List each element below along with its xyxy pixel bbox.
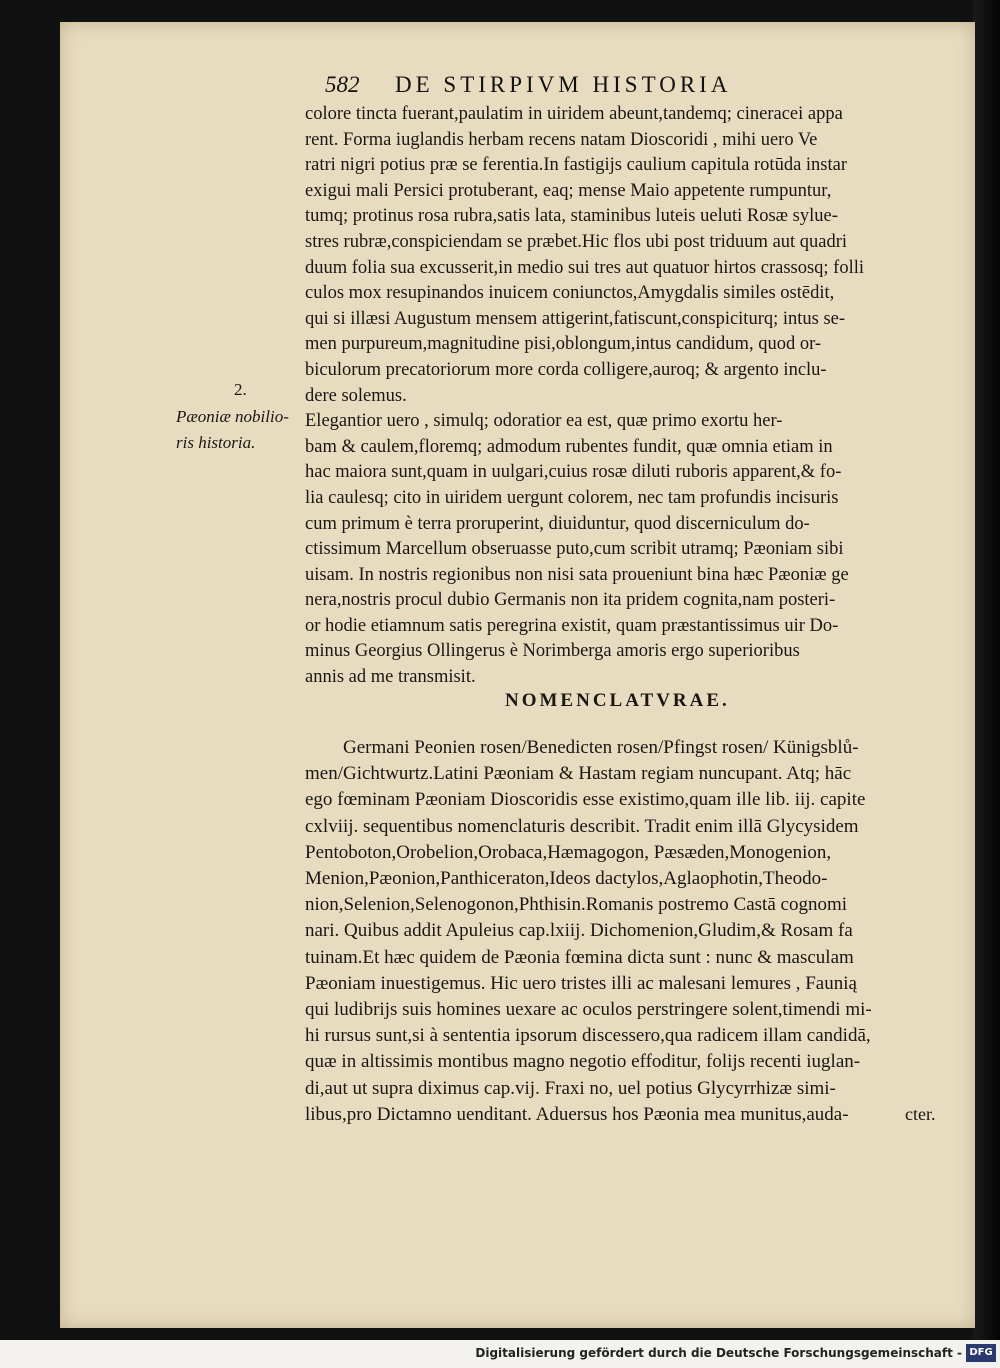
- margin-note: [176, 404, 306, 456]
- margin-section-number: 2.: [234, 380, 247, 399]
- catchword: cter.: [905, 1104, 936, 1124]
- text-line: nion,Selenion,Selenogonon,Phthisin.Romanis postremo Castā cognomi: [305, 894, 848, 916]
- text-line: rent. Forma iuglandis herbam recens natam Dioscoridi , mihi uero Ve: [305, 129, 818, 150]
- running-head: [325, 72, 865, 102]
- text-line: nari. Quibus addit Apuleius cap.lxiij. Dichomenion,Gludim,& Rosam fa: [305, 920, 853, 942]
- text-line: tuinam.Et hæc quidem de Pæonia fœmina dicta sunt : nunc & masculam: [305, 946, 854, 968]
- text-line: hac maiora sunt,quam in uulgari,cuius rosæ diluti ruboris apparent,& fo-: [305, 462, 842, 483]
- text-line: minus Georgius Ollingerus è Norimberga amoris ergo superioribus: [305, 641, 800, 662]
- nomenclature-text-block: [305, 735, 983, 1128]
- margin-note-line: Pæoniæ nobilio-: [176, 407, 289, 426]
- dfg-logo: DFG: [966, 1344, 996, 1362]
- main-text-block: [305, 102, 983, 691]
- text-line: Menion,Pæonion,Panthiceraton,Ideos dactylos,Aglaophotin,Theodo-: [305, 868, 828, 890]
- running-title: DE STIRPIVM HISTORIA: [395, 72, 732, 97]
- text-line: bam & caulem,floremq; admodum rubentes fundit, quæ omnia etiam in: [305, 436, 833, 457]
- text-line: ctissimum Marcellum obseruasse puto,cum scribit utramq; Pæoniam sibi: [305, 539, 844, 560]
- text-line: dere solemus.: [305, 385, 407, 406]
- text-line: men/Gichtwurtz.Latini Pæoniam & Hastam regiam nuncupant. Atq; hāc: [305, 763, 852, 785]
- text-line: cum primum è terra proruperint, diuiduntur, quod discerniculum do-: [305, 513, 810, 534]
- text-line: exigui mali Persici protuberant, eaq; mense Maio appetente rumpuntur,: [305, 180, 832, 201]
- text-line: Pæoniam inuestigemus. Hic uero tristes illi ac malesani lemures , Faunią: [305, 972, 857, 994]
- text-line: lia caulesq; cito in uiridem uergunt colorem, nec tam profundis incisuris: [305, 487, 839, 508]
- text-line: uisam. In nostris regionibus non nisi sata proueniunt bina hæc Pæoniæ ge: [305, 564, 849, 585]
- text-line: stres rubræ,conspiciendam se præbet.Hic flos ubi post triduum aut quadri: [305, 231, 848, 252]
- text-line: qui si illæsi Augustum mensem attigerint,fatiscunt,conspiciturq; intus se-: [305, 308, 846, 329]
- text-line: men purpureum,magnitudine pisi,oblongum,intus candidum, quod or-: [305, 334, 822, 355]
- text-line: libus,pro Dictamno uenditant. Aduersus hos Pæonia mea munitus,auda-: [305, 1103, 849, 1125]
- text-line: Pentoboton,Orobelion,Orobaca,Hæmagogon, Pæsæden,Monogenion,: [305, 841, 832, 863]
- text-line: ratri nigri potius præ se ferentia.In fastigijs caulium capitula rotūda instar: [305, 155, 848, 176]
- text-line: or hodie etiamnum satis peregrina existit, quam præstantissimus uir Do-: [305, 615, 839, 636]
- section-heading: NOMENCLATVRAE.: [505, 690, 730, 711]
- text-line: tumq; protinus rosa rubra,satis lata, staminibus luteis ueluti Rosæ sylue-: [305, 206, 838, 227]
- page-number: 582: [325, 72, 360, 97]
- text-line: di,aut ut supra diximus cap.vij. Fraxi no, uel potius Glycyrrhizæ simi-: [305, 1077, 836, 1099]
- text-line: annis ad me transmisit.: [305, 667, 476, 688]
- text-line: duum folia sua excusserit,in medio sui tres aut quatuor hirtos crassosq; folli: [305, 257, 865, 278]
- text-line: quæ in altissimis montibus magno negotio effoditur, folijs recenti iuglan-: [305, 1051, 861, 1073]
- text-line: biculorum precatoriorum more corda colligere,auroq; & argento inclu-: [305, 359, 827, 380]
- text-line: nera,nostris procul dubio Germanis non ita pridem cognita,nam posteri-: [305, 590, 836, 611]
- text-line: qui ludibrijs suis homines uexare ac oculos perstringere solent,timendi mi-: [305, 999, 872, 1021]
- text-line: ego fœminam Pæoniam Dioscoridis esse existimo,quam ille lib. iij. capite: [305, 789, 866, 811]
- text-line: Elegantior uero , simulq; odoratior ea est, quæ primo exortu her-: [305, 411, 783, 432]
- digitization-credit: Digitalisierung gefördert durch die Deutsche Forschungsgemeinschaft -: [475, 1346, 962, 1360]
- footer-bar: [0, 1340, 1000, 1368]
- text-line: culos mox resupinandos inuicem coniunctos,Amygdalis similes ostēdit,: [305, 283, 835, 304]
- text-line: Germani Peonien rosen/Benedicten rosen/Pfingst rosen/ Künigsblů-: [343, 737, 859, 758]
- text-line: cxlviij. sequentibus nomenclaturis describit. Tradit enim illā Glycysidem: [305, 815, 859, 837]
- margin-note-line: ris historia.: [176, 433, 256, 452]
- text-line: hi rursus sunt,si à sententia ipsorum discessero,qua radicem illam candidā,: [305, 1025, 871, 1047]
- text-line: colore tincta fuerant,paulatim in uiridem abeunt,tandemq; cineracei appa: [305, 104, 843, 124]
